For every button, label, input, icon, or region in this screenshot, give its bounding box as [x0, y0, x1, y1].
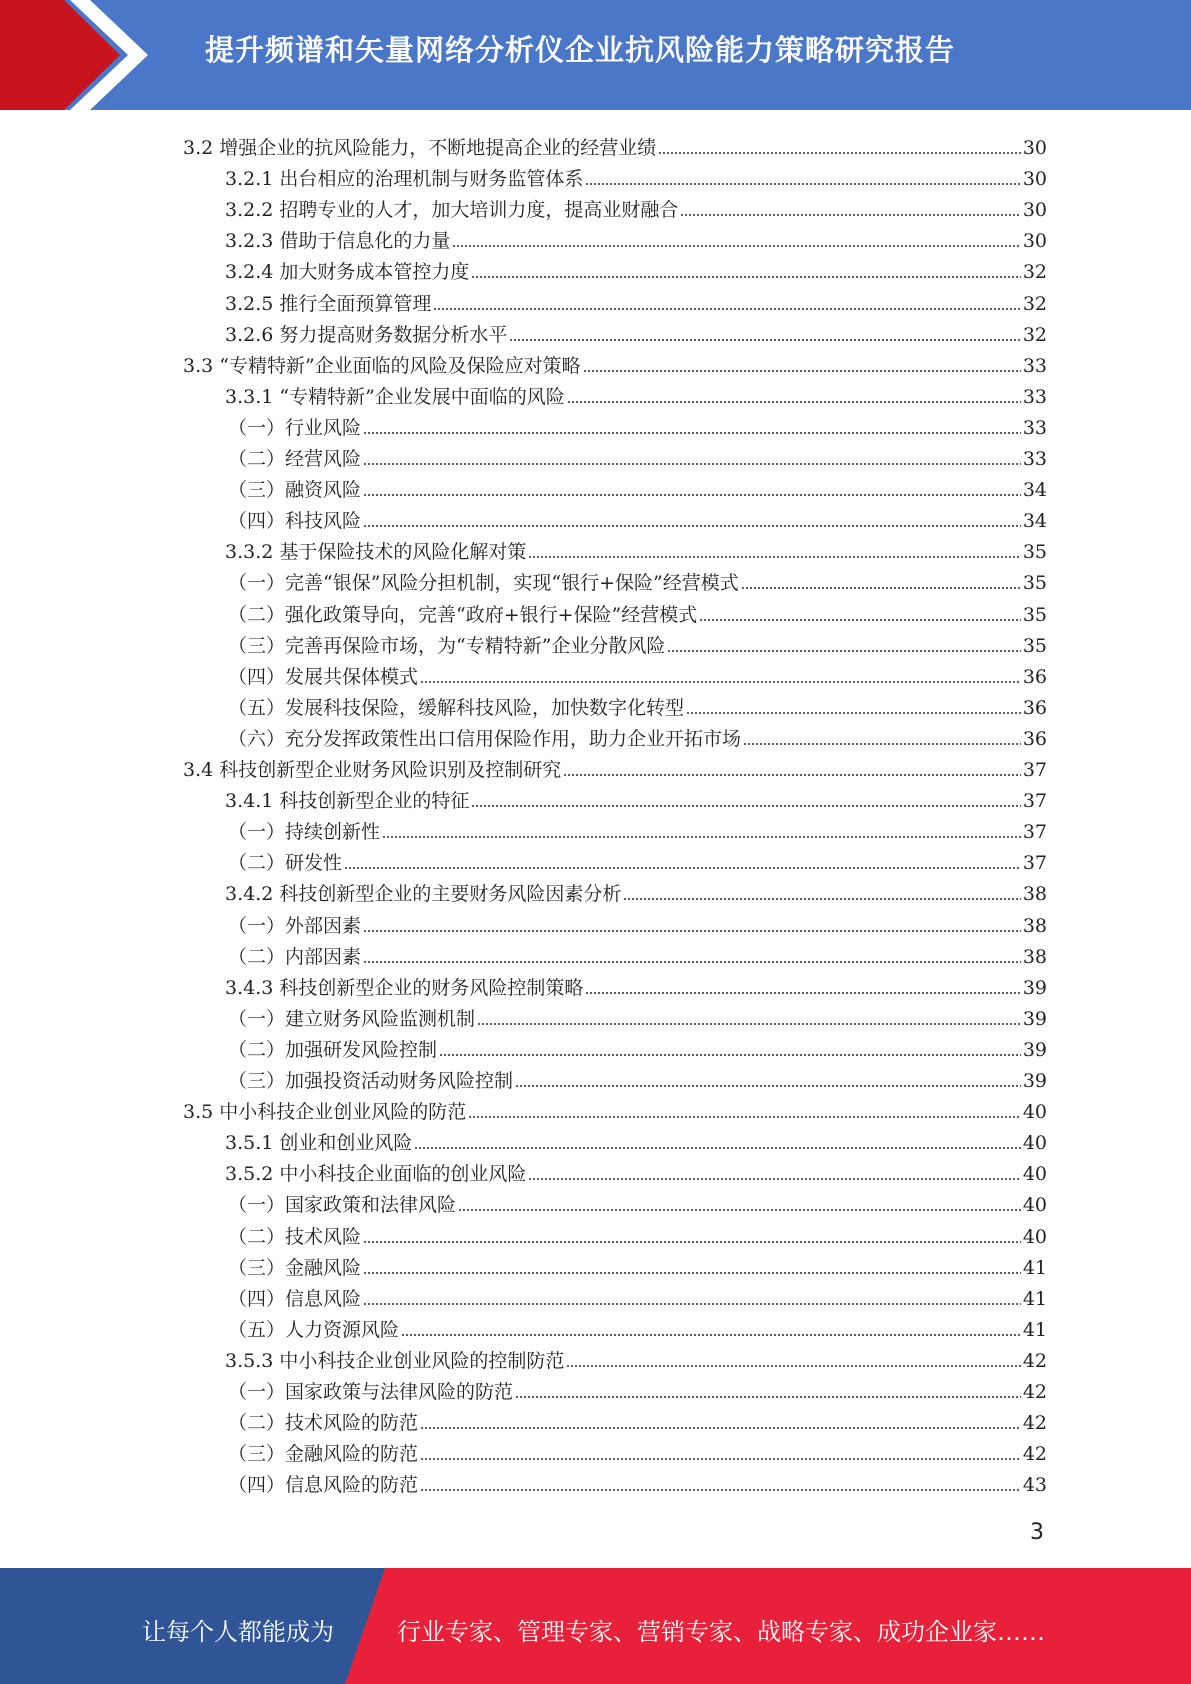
toc-dot-leader — [363, 462, 1021, 466]
toc-entry-page: 34 — [1022, 479, 1047, 502]
toc-dot-leader — [477, 1022, 1021, 1026]
toc-entry[interactable] — [225, 377, 1047, 408]
toc-entry[interactable] — [225, 221, 1047, 252]
toc-entry-page: 30 — [1022, 230, 1047, 253]
toc-entry-page: 35 — [1022, 634, 1047, 657]
toc-entry-page: 33 — [1022, 448, 1047, 470]
toc-entry[interactable] — [228, 1434, 1047, 1465]
toc-dot-leader — [658, 151, 1021, 155]
toc-dot-leader — [528, 1177, 1020, 1181]
toc-dot-leader — [515, 1395, 1021, 1399]
toc-dot-leader — [363, 524, 1021, 528]
toc-entry-title: 3.5 中小科技企业创业风险的防范 — [183, 1101, 467, 1124]
toc-entry-page: 36 — [1022, 696, 1047, 719]
toc-entry[interactable] — [228, 812, 1047, 843]
toc-entry-page: 30 — [1022, 137, 1047, 159]
toc-entry[interactable] — [228, 501, 1047, 532]
toc-entry-title: （二）研发性 — [228, 852, 343, 875]
header-arrow-decoration — [0, 0, 160, 110]
toc-dot-leader — [566, 1364, 1020, 1368]
toc-entry[interactable] — [183, 750, 1047, 781]
toc-entry[interactable] — [183, 1092, 1047, 1123]
toc-entry-title: （一）外部因素 — [228, 914, 362, 937]
footer-slogan-right: 行业专家、管理专家、营销专家、战略专家、成功企业家…… — [397, 1618, 1045, 1646]
toc-entry-title: （四）科技风险 — [228, 510, 362, 533]
toc-entry-page: 33 — [1022, 385, 1047, 408]
toc-entry-page: 39 — [1022, 976, 1047, 999]
toc-dot-leader — [363, 1302, 1021, 1306]
toc-entry[interactable] — [228, 937, 1047, 968]
toc-entry-title: （二）经营风险 — [228, 448, 362, 470]
toc-entry-title: 3.2.2 招聘专业的人才，加大培训力度，提高业财融合 — [225, 199, 679, 222]
toc-entry[interactable] — [228, 999, 1047, 1030]
toc-entry-title: （二）技术风险的防范 — [228, 1412, 419, 1435]
toc-dot-leader — [623, 897, 1020, 901]
toc-entry-title: （一）持续创新性 — [228, 821, 381, 844]
page-footer — [0, 1568, 1191, 1684]
toc-entry-title: 3.4 科技创新型企业财务风险识别及控制研究 — [183, 759, 562, 781]
toc-entry-page: 36 — [1022, 727, 1047, 750]
toc-entry[interactable] — [228, 1061, 1047, 1092]
toc-dot-leader — [667, 649, 1020, 653]
toc-entry[interactable] — [225, 190, 1047, 221]
toc-entry-page: 41 — [1022, 1287, 1047, 1310]
toc-entry[interactable] — [225, 968, 1047, 999]
toc-entry[interactable] — [228, 1403, 1047, 1434]
toc-dot-leader — [585, 182, 1020, 186]
toc-entry-title: 3.5.3 中小科技企业创业风险的控制防范 — [225, 1349, 565, 1372]
toc-dot-leader — [363, 929, 1021, 933]
toc-dot-leader — [401, 1333, 1021, 1337]
toc-entry-title: （二）加强研发风险控制 — [228, 1038, 438, 1061]
toc-entry-title: 3.2.4 加大财务成本管控力度 — [225, 261, 470, 284]
toc-entry[interactable] — [228, 563, 1047, 594]
toc-dot-leader — [699, 618, 1021, 622]
toc-dot-leader — [420, 1457, 1021, 1461]
toc-dot-leader — [414, 1146, 1020, 1150]
toc-dot-leader — [420, 1488, 1021, 1492]
toc-entry[interactable] — [225, 252, 1047, 283]
toc-entry-page: 32 — [1022, 292, 1047, 315]
toc-entry[interactable] — [228, 1185, 1047, 1216]
toc-entry-title: 3.2.6 努力提高财务数据分析水平 — [225, 323, 508, 346]
toc-entry[interactable] — [228, 1310, 1047, 1341]
toc-entry-title: （一）完善“银保”风险分担机制，实现“银行+保险”经营模式 — [228, 572, 739, 595]
toc-entry[interactable] — [228, 1248, 1047, 1279]
toc-dot-leader — [468, 1115, 1021, 1119]
toc-entry-page: 39 — [1022, 1038, 1047, 1061]
toc-dot-leader — [344, 866, 1021, 870]
toc-dot-leader — [567, 400, 1021, 404]
toc-entry-page: 43 — [1022, 1474, 1047, 1497]
toc-entry[interactable] — [183, 346, 1047, 377]
toc-entry-page: 30 — [1022, 199, 1047, 222]
toc-entry[interactable] — [183, 128, 1047, 159]
toc-entry-title: （一）行业风险 — [228, 416, 362, 439]
toc-dot-leader — [363, 1240, 1021, 1244]
toc-dot-leader — [452, 244, 1020, 248]
toc-entry[interactable] — [228, 1279, 1047, 1310]
toc-entry-title: 3.4.1 科技创新型企业的特征 — [225, 790, 470, 813]
toc-entry-page: 41 — [1022, 1256, 1047, 1279]
toc-entry[interactable] — [225, 1123, 1047, 1154]
toc-entry-page: 42 — [1022, 1412, 1047, 1435]
toc-dot-leader — [680, 213, 1020, 217]
toc-entry-title: 3.4.3 科技创新型企业的财务风险控制策略 — [225, 976, 584, 999]
toc-entry[interactable] — [228, 408, 1047, 439]
toc-entry-title: （三）完善再保险市场，为“专精特新”企业分散风险 — [228, 634, 666, 657]
toc-dot-leader — [471, 275, 1020, 279]
toc-entry-page: 35 — [1022, 541, 1047, 564]
toc-entry[interactable] — [228, 470, 1047, 501]
toc-entry-page: 42 — [1022, 1381, 1047, 1403]
toc-entry[interactable] — [228, 1030, 1047, 1061]
toc-entry-page: 37 — [1022, 759, 1047, 781]
toc-entry-page: 37 — [1022, 790, 1047, 813]
toc-entry-page: 36 — [1022, 665, 1047, 688]
toc-dot-leader — [433, 307, 1020, 311]
toc-entry-title: （一）国家政策和法律风险 — [228, 1194, 457, 1217]
toc-dot-leader — [363, 1271, 1021, 1275]
toc-entry-page: 35 — [1022, 603, 1047, 626]
toc-entry-title: （四）信息风险 — [228, 1287, 362, 1310]
toc-dot-leader — [363, 493, 1021, 497]
toc-entry-title: （二）内部因素 — [228, 945, 362, 968]
toc-entry[interactable] — [228, 719, 1047, 750]
toc-entry-page: 42 — [1022, 1349, 1047, 1372]
toc-entry[interactable] — [225, 1154, 1047, 1185]
toc-entry-title: （三）金融风险 — [228, 1256, 362, 1279]
toc-entry-title: （四）信息风险的防范 — [228, 1474, 419, 1497]
toc-entry-title: 3.5.1 创业和创业风险 — [225, 1132, 413, 1155]
toc-dot-leader — [471, 804, 1020, 808]
toc-entry-page: 40 — [1022, 1101, 1047, 1124]
toc-dot-leader — [509, 338, 1020, 342]
toc-entry-title: （五）人力资源风险 — [228, 1318, 400, 1341]
toc-entry-page: 40 — [1022, 1194, 1047, 1217]
toc-entry[interactable] — [228, 906, 1047, 937]
toc-entry[interactable] — [225, 315, 1047, 346]
toc-entry-page: 38 — [1022, 883, 1047, 906]
toc-entry-title: （一）国家政策与法律风险的防范 — [228, 1381, 514, 1403]
toc-entry[interactable] — [228, 688, 1047, 719]
toc-entry-page: 40 — [1022, 1132, 1047, 1155]
toc-entry[interactable] — [228, 1372, 1047, 1403]
toc-entry-page: 34 — [1022, 510, 1047, 533]
toc-entry-title: （三）金融风险的防范 — [228, 1443, 419, 1466]
toc-entry-page: 33 — [1022, 416, 1047, 439]
toc-entry-title: （四）发展共保体模式 — [228, 665, 419, 688]
toc-entry-page: 30 — [1022, 168, 1047, 191]
toc-dot-leader — [420, 680, 1021, 684]
toc-entry-page: 37 — [1022, 821, 1047, 844]
toc-dot-leader — [420, 1426, 1021, 1430]
toc-entry-title: （三）加强投资活动财务风险控制 — [228, 1070, 514, 1092]
toc-dot-leader — [458, 1208, 1021, 1212]
toc-entry-page: 39 — [1022, 1070, 1047, 1092]
toc-dot-leader — [563, 773, 1021, 777]
toc-dot-leader — [439, 1053, 1021, 1057]
toc-entry-title: 3.2.1 出台相应的治理机制与财务监管体系 — [225, 168, 584, 191]
toc-entry-title: 3.4.2 科技创新型企业的主要财务风险因素分析 — [225, 883, 622, 906]
toc-dot-leader — [363, 431, 1021, 435]
toc-entry[interactable] — [225, 874, 1047, 905]
toc-entry-title: （一）建立财务风险监测机制 — [228, 1007, 476, 1030]
toc-entry-page: 41 — [1022, 1318, 1047, 1341]
toc-entry[interactable] — [228, 843, 1047, 874]
toc-dot-leader — [585, 991, 1020, 995]
report-title: 提升频谱和矢量网络分析仪企业抗风险能力策略研究报告 — [205, 33, 956, 67]
footer-slogan-left: 让每个人都能成为 — [142, 1618, 334, 1646]
toc-entry-page: 33 — [1022, 354, 1047, 377]
toc-entry[interactable] — [225, 781, 1047, 812]
toc-entry-title: （五）发展科技保险，缓解科技风险，加快数字化转型 — [228, 696, 685, 719]
toc-entry[interactable] — [228, 1465, 1047, 1496]
toc-entry-title: 3.3.2 基于保险技术的风险化解对策 — [225, 541, 527, 564]
toc-entry[interactable] — [228, 1217, 1047, 1248]
toc-entry-page: 40 — [1022, 1225, 1047, 1248]
toc-dot-leader — [528, 555, 1020, 559]
toc-entry[interactable] — [225, 159, 1047, 190]
toc-entry[interactable] — [228, 595, 1047, 626]
toc-dot-leader — [515, 1084, 1021, 1088]
toc-entry-title: 3.5.2 中小科技企业面临的创业风险 — [225, 1163, 527, 1186]
toc-entry-title: 3.2 增强企业的抗风险能力，不断地提高企业的经营业绩 — [183, 137, 657, 159]
toc-dot-leader — [743, 742, 1021, 746]
toc-entry-title: 3.2.3 借助于信息化的力量 — [225, 230, 451, 253]
toc-entry[interactable] — [225, 1341, 1047, 1372]
toc-entry[interactable] — [228, 657, 1047, 688]
page-number: 3 — [1030, 1520, 1044, 1545]
toc-entry-title: 3.3.1 “专精特新”企业发展中面临的风险 — [225, 385, 565, 408]
toc-entry-page: 38 — [1022, 914, 1047, 937]
toc-entry[interactable] — [228, 439, 1047, 470]
toc-entry-page: 32 — [1022, 323, 1047, 346]
toc-dot-leader — [583, 369, 1021, 373]
toc-dot-leader — [686, 711, 1021, 715]
toc-entry-page: 38 — [1022, 945, 1047, 968]
toc-dot-leader — [363, 960, 1021, 964]
toc-entry-title: （三）融资风险 — [228, 479, 362, 502]
toc-entry-page: 40 — [1022, 1163, 1047, 1186]
toc-dot-leader — [741, 586, 1021, 590]
toc-entry-title: （二）技术风险 — [228, 1225, 362, 1248]
toc-entry-title: 3.3 “专精特新”企业面临的风险及保险应对策略 — [183, 354, 581, 377]
toc-entry-title: （六）充分发挥政策性出口信用保险作用，助力企业开拓市场 — [228, 727, 742, 750]
toc-entry-page: 42 — [1022, 1443, 1047, 1466]
toc-dot-leader — [382, 835, 1021, 839]
toc-entry-page: 35 — [1022, 572, 1047, 595]
toc-entry[interactable] — [228, 626, 1047, 657]
toc-entry-title: （二）强化政策导向，完善“政府+银行+保险”经营模式 — [228, 603, 698, 626]
toc-entry[interactable] — [225, 532, 1047, 563]
toc-entry[interactable] — [225, 284, 1047, 315]
toc-entry-page: 32 — [1022, 261, 1047, 284]
toc-entry-page: 37 — [1022, 852, 1047, 875]
toc-entry-page: 39 — [1022, 1007, 1047, 1030]
page-header — [0, 0, 1191, 110]
toc-entry-title: 3.2.5 推行全面预算管理 — [225, 292, 432, 315]
